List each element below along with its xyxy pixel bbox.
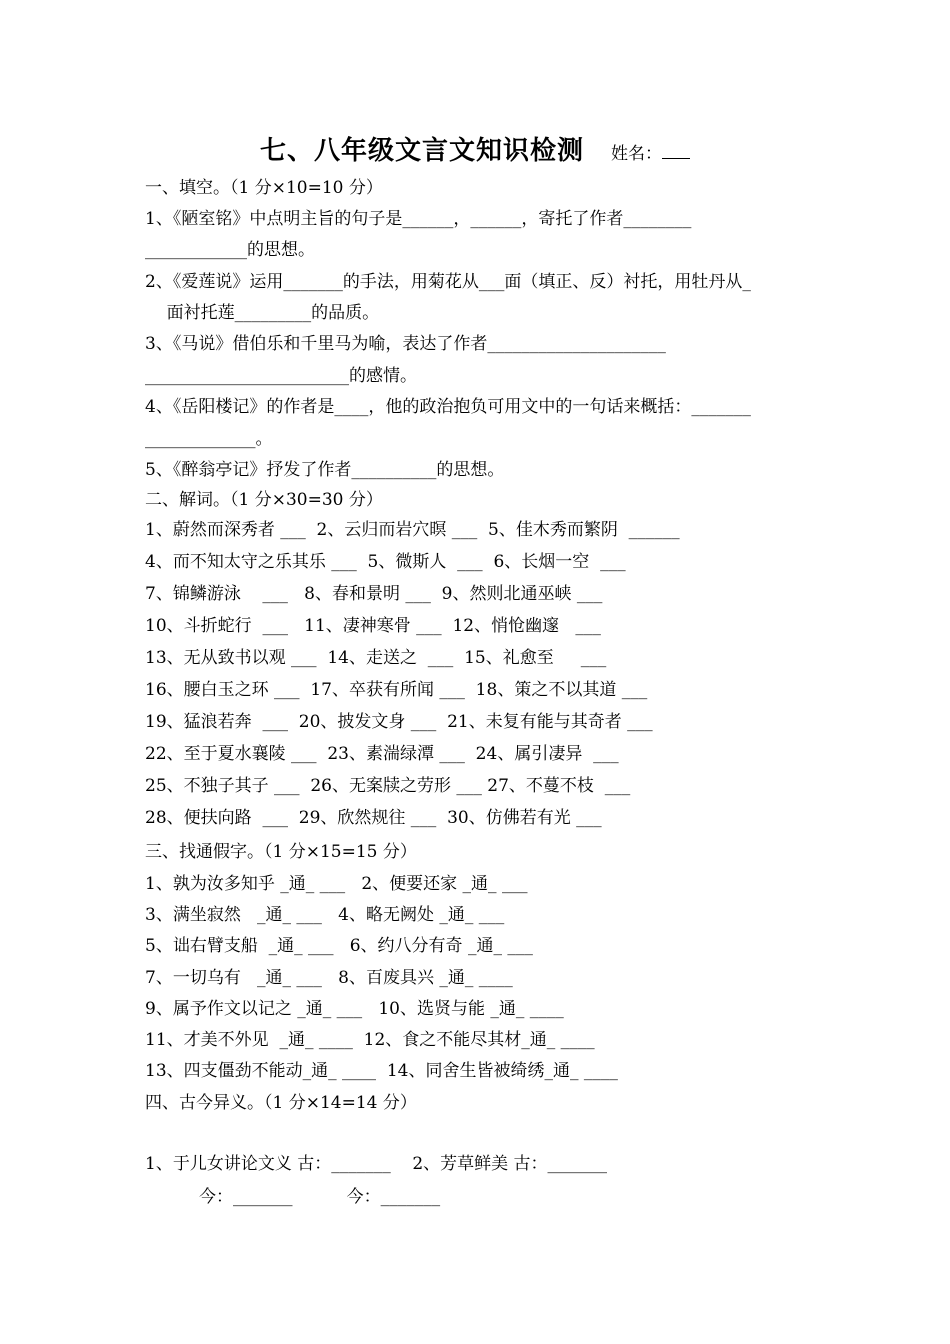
name-label: 姓名： — [611, 144, 663, 164]
worksheet-line: 2、《爱莲说》运用_______的手法，用菊花从___面（填正、反）衬托，用牡丹从_ — [145, 272, 751, 292]
page-title: 七、八年级文言文知识检测 — [259, 136, 584, 166]
worksheet-line: 1、《陋室铭》中点明主旨的句子是______，______，寄托了作者________ — [145, 209, 692, 229]
worksheet-line: 3、满坐寂然 _通_ ___ 4、略无阙处 _通_ ___ — [145, 905, 505, 925]
worksheet-line: ____________的思想。 — [145, 240, 315, 260]
worksheet-line: _____________。 — [145, 429, 273, 449]
worksheet-line: 三、找通假字。（1 分×15=15 分） — [145, 842, 417, 862]
worksheet-line: 四、古今异义。（1 分×14=14 分） — [145, 1093, 417, 1113]
worksheet-line: 9、属予作文以记之 _通_ ___ 10、选贤与能 _通_ ____ — [145, 999, 564, 1019]
worksheet-line: 11、才美不外见 _通_ ____ 12、食之不能尽其材_通_ ____ — [145, 1030, 595, 1050]
worksheet-line: 1、孰为汝多知乎 _通_ ___ 2、便要还家 _通_ ___ — [145, 874, 528, 894]
worksheet-line: 二、解词。（1 分×30=30 分） — [145, 490, 383, 510]
worksheet-line: 13、无从致书以观 ___ 14、走送之 ___ 15、礼愈至 ___ — [145, 648, 607, 668]
title-row — [0, 130, 950, 170]
worksheet-line: 面衬托莲_________的品质。 — [145, 303, 380, 323]
worksheet-line: 19、猛浪若奔 ___ 20、披发文身 ___ 21、未复有能与其奇者 ___ — [145, 712, 653, 732]
worksheet-line: 4、《岳阳楼记》的作者是____，他的政治抱负可用文中的一句话来概括：_______ — [145, 397, 751, 417]
worksheet-line: 16、腰白玉之环 ___ 17、卒获有所闻 ___ 18、策之不以其道 ___ — [145, 680, 648, 700]
worksheet-line: 13、四支僵劲不能动_通_ ____ 14、同舍生皆被绮绣_通_ ____ — [145, 1061, 618, 1081]
worksheet-line: 1、蔚然而深秀者 ___ 2、云归而岩穴暝 ___ 5、佳木秀而繁阴 ______ — [145, 520, 680, 540]
worksheet-line: 22、至于夏水襄陵 ___ 23、素湍绿潭 ___ 24、属引凄异 ___ — [145, 744, 619, 764]
worksheet-line: 一、填空。（1 分×10=10 分） — [145, 178, 383, 198]
worksheet-line: 25、不独子其子 ___ 26、无案牍之劳形 ___ 27、不蔓不枝 ___ — [145, 776, 631, 796]
worksheet-line: 28、便扶向路 ___ 29、欣然规往 ___ 30、仿佛若有光 ___ — [145, 808, 602, 828]
name-blank[interactable] — [662, 142, 690, 159]
worksheet-line: 5、《醉翁亭记》抒发了作者__________的思想。 — [145, 460, 505, 480]
worksheet-line: 今：_______ 今：_______ — [145, 1187, 441, 1207]
worksheet-line: 1、于儿女讲论文义 古：_______ 2、芳草鲜美 古：_______ — [145, 1154, 608, 1174]
worksheet-line: 10、斗折蛇行 ___ 11、凄神寒骨 ___ 12、悄怆幽邃 ___ — [145, 616, 601, 636]
worksheet-line: 7、一切乌有 _通_ ___ 8、百废具兴 _通_ ____ — [145, 968, 513, 988]
worksheet-line: 4、而不知太守之乐其乐 ___ 5、微斯人 ___ 6、长烟一空 ___ — [145, 552, 626, 572]
worksheet-line: 7、锦鳞游泳 ___ 8、春和景明 ___ 9、然则北通巫峡 ___ — [145, 584, 603, 604]
worksheet-line: 5、诎右臂支船 _通_ ___ 6、约八分有奇 _通_ ___ — [145, 936, 533, 956]
worksheet-line: 3、《马说》借伯乐和千里马为喻，表达了作者_____________________ — [145, 334, 666, 354]
worksheet-line: ________________________的感情。 — [145, 366, 417, 386]
